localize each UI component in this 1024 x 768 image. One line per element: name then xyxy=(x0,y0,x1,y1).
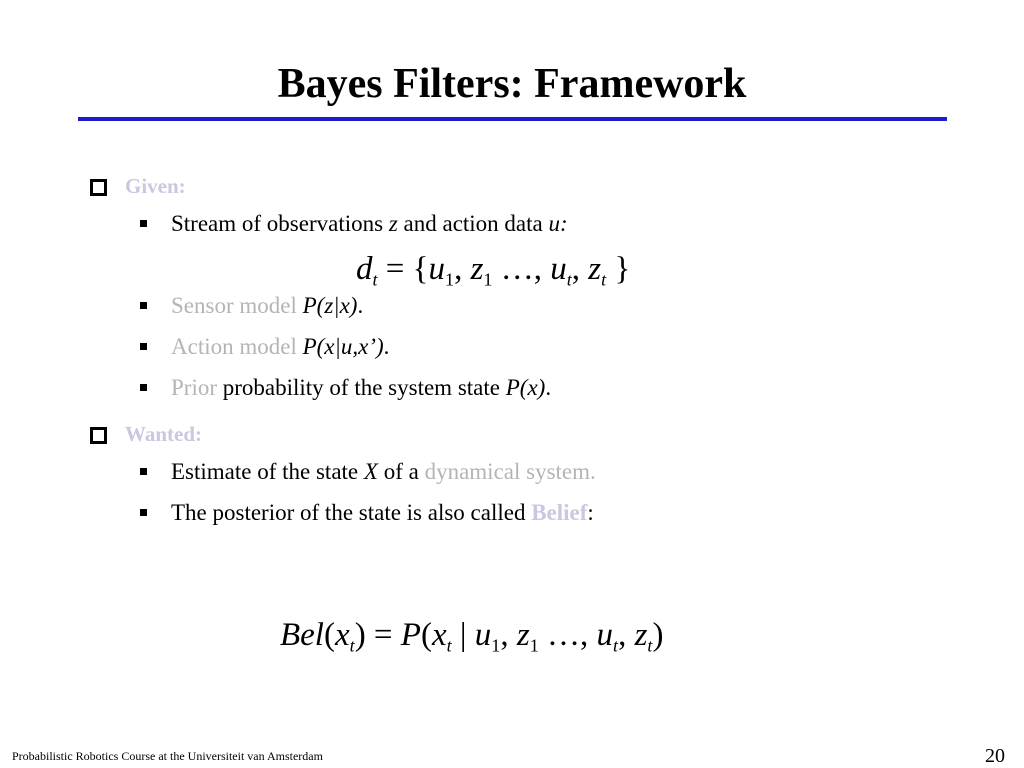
square-bullet-icon xyxy=(140,384,147,391)
posterior-text: The posterior of the state is also called Belief: xyxy=(171,500,594,525)
title-underline xyxy=(78,117,947,121)
hollow-square-bullet-icon xyxy=(90,427,107,444)
hollow-square-bullet-icon xyxy=(90,179,107,196)
estimate-text: Estimate of the state X of a dynamical system. xyxy=(171,459,596,484)
page-number: 20 xyxy=(985,745,1005,767)
belief-equation: $Bel(x_t) = P(x_t$ | $u_1$, $z_1$ …, $u_t$, $z_t$) xyxy=(280,617,664,656)
action-model-text: Action model P(x|u,x’). xyxy=(171,334,390,359)
stream-text: Stream of observations z and action data u: xyxy=(171,211,568,236)
wanted-label: Wanted: xyxy=(125,422,203,446)
data-stream-equation: $d_t = \{u_1$, $z_1$ …, $u_t$, $z_t$ } xyxy=(356,251,631,290)
prior-text: Prior probability of the system state P(x). xyxy=(171,375,552,400)
square-bullet-icon xyxy=(140,343,147,350)
square-bullet-icon xyxy=(140,220,147,227)
footer-course: Probabilistic Robotics Course at the Universiteit van Amsterdam xyxy=(12,749,323,763)
square-bullet-icon xyxy=(140,468,147,475)
sensor-model-text: Sensor model P(z|x). xyxy=(171,293,364,318)
given-label: Given: xyxy=(125,174,186,198)
square-bullet-icon xyxy=(140,509,147,516)
square-bullet-icon xyxy=(140,302,147,309)
slide-title: Bayes Filters: Framework xyxy=(277,61,747,107)
